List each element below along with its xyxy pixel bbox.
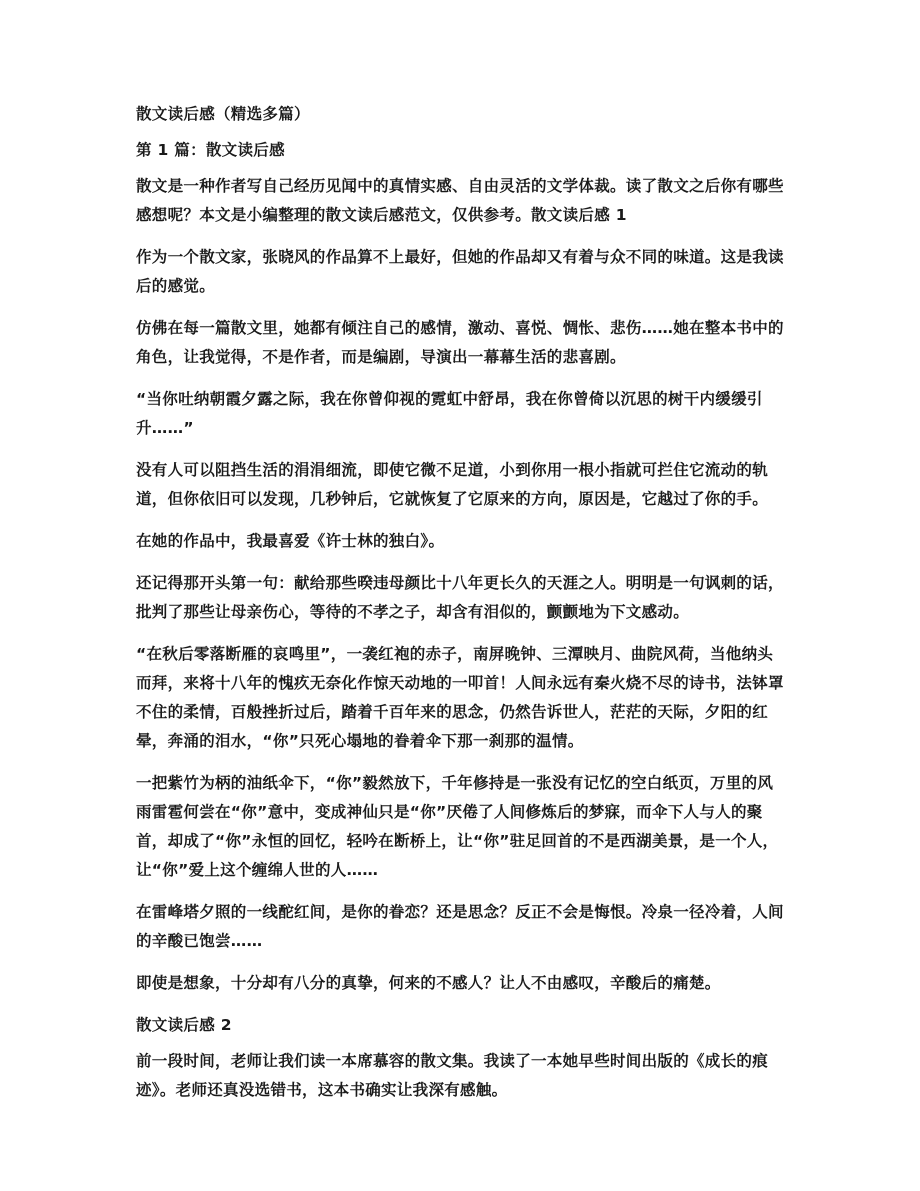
- paragraph: “当你吐纳朝霞夕露之际，我在你曾仰视的霓虹中舒昂，我在你曾倚以沉思的树干内缓缓引升……”: [136, 390, 763, 437]
- document-title: 散文读后感（精选多篇）: [136, 105, 310, 123]
- paragraph: 一把紫竹为柄的油纸伞下，“你”毅然放下，千年修持是一张没有记忆的空白纸页，万里的风雨雷雹何尝在“你”意中，变成神仙只是“你”厌倦了人间修炼后的梦寐，而伞下人与人的聚首，却成了“你”永恒的回忆，轻吟在断桥上，让“你”驻足回首的不是西湖美景，是一个人，让“你”爱上这个缠绵人世的人……: [136, 774, 779, 879]
- paragraph: 在她的作品中，我最喜爱《许士林的独白》。: [136, 532, 445, 550]
- paragraph: 在雷峰塔夕照的一线酡红间，是你的眷恋？还是思念？反正不会是悔恨。冷泉一径冷着，人间的辛酸已饱尝……: [136, 903, 784, 950]
- paragraph: 仿佛在每一篇散文里，她都有倾注自己的感情，激动、喜悦、惆怅、悲伤……她在整本书中的角色，让我觉得，不是作者，而是编剧，导演出一幕幕生活的悲喜剧。: [136, 319, 784, 366]
- paragraph: 前一段时间，老师让我们读一本席慕容的散文集。我读了一本她早些时间出版的《成长的痕迹》。老师还真没选错书，这本书确实让我深有感触。: [136, 1052, 769, 1099]
- section-heading-2: 散文读后感 2: [136, 1016, 232, 1034]
- document-page: [136, 100, 784, 1118]
- paragraph: 还记得那开头第一句：献给那些暌违母颜比十八年更长久的天涯之人。明明是一句讽刺的话，批判了那些让母亲伤心，等待的不孝之子，却含有泪似的，颤颤地为下文感动。: [136, 574, 784, 621]
- paragraph: 即使是想象，十分却有八分的真挚，何来的不感人？让人不由感叹，辛酸后的痛楚。: [136, 974, 721, 992]
- paragraph: “在秋后零落断雁的哀鸣里”，一袭红袍的赤子，南屏晚钟、三潭映月、曲院风荷，当他纳头而拜，来将十八年的愧疚无奈化作惊天动地的一叩首！人间永远有秦火烧不尽的诗书，法钵罩不住的柔情，百般挫折过后，踏着千百年来的思念，仍然告诉世人，茫茫的天际，夕阳的红晕，奔涌的泪水，“你”只死心塌地的眷着伞下那一刹那的温情。: [136, 645, 784, 750]
- section-heading-1: 第 1 篇：散文读后感: [136, 141, 285, 159]
- paragraph: 作为一个散文家，张晓风的作品算不上最好，但她的作品却又有着与众不同的味道。这是我读后的感觉。: [136, 248, 784, 295]
- paragraph: 散文是一种作者写自己经历见闻中的真情实感、自由灵活的文学体裁。读了散文之后你有哪些感想呢？本文是小编整理的散文读后感范文，仅供参考。散文读后感 1: [136, 177, 784, 224]
- paragraph: 没有人可以阻挡生活的涓涓细流，即使它微不足道，小到你用一根小指就可拦住它流动的轨道，但你依旧可以发现，几秒钟后，它就恢复了它原来的方向，原因是，它越过了你的手。: [136, 461, 769, 508]
